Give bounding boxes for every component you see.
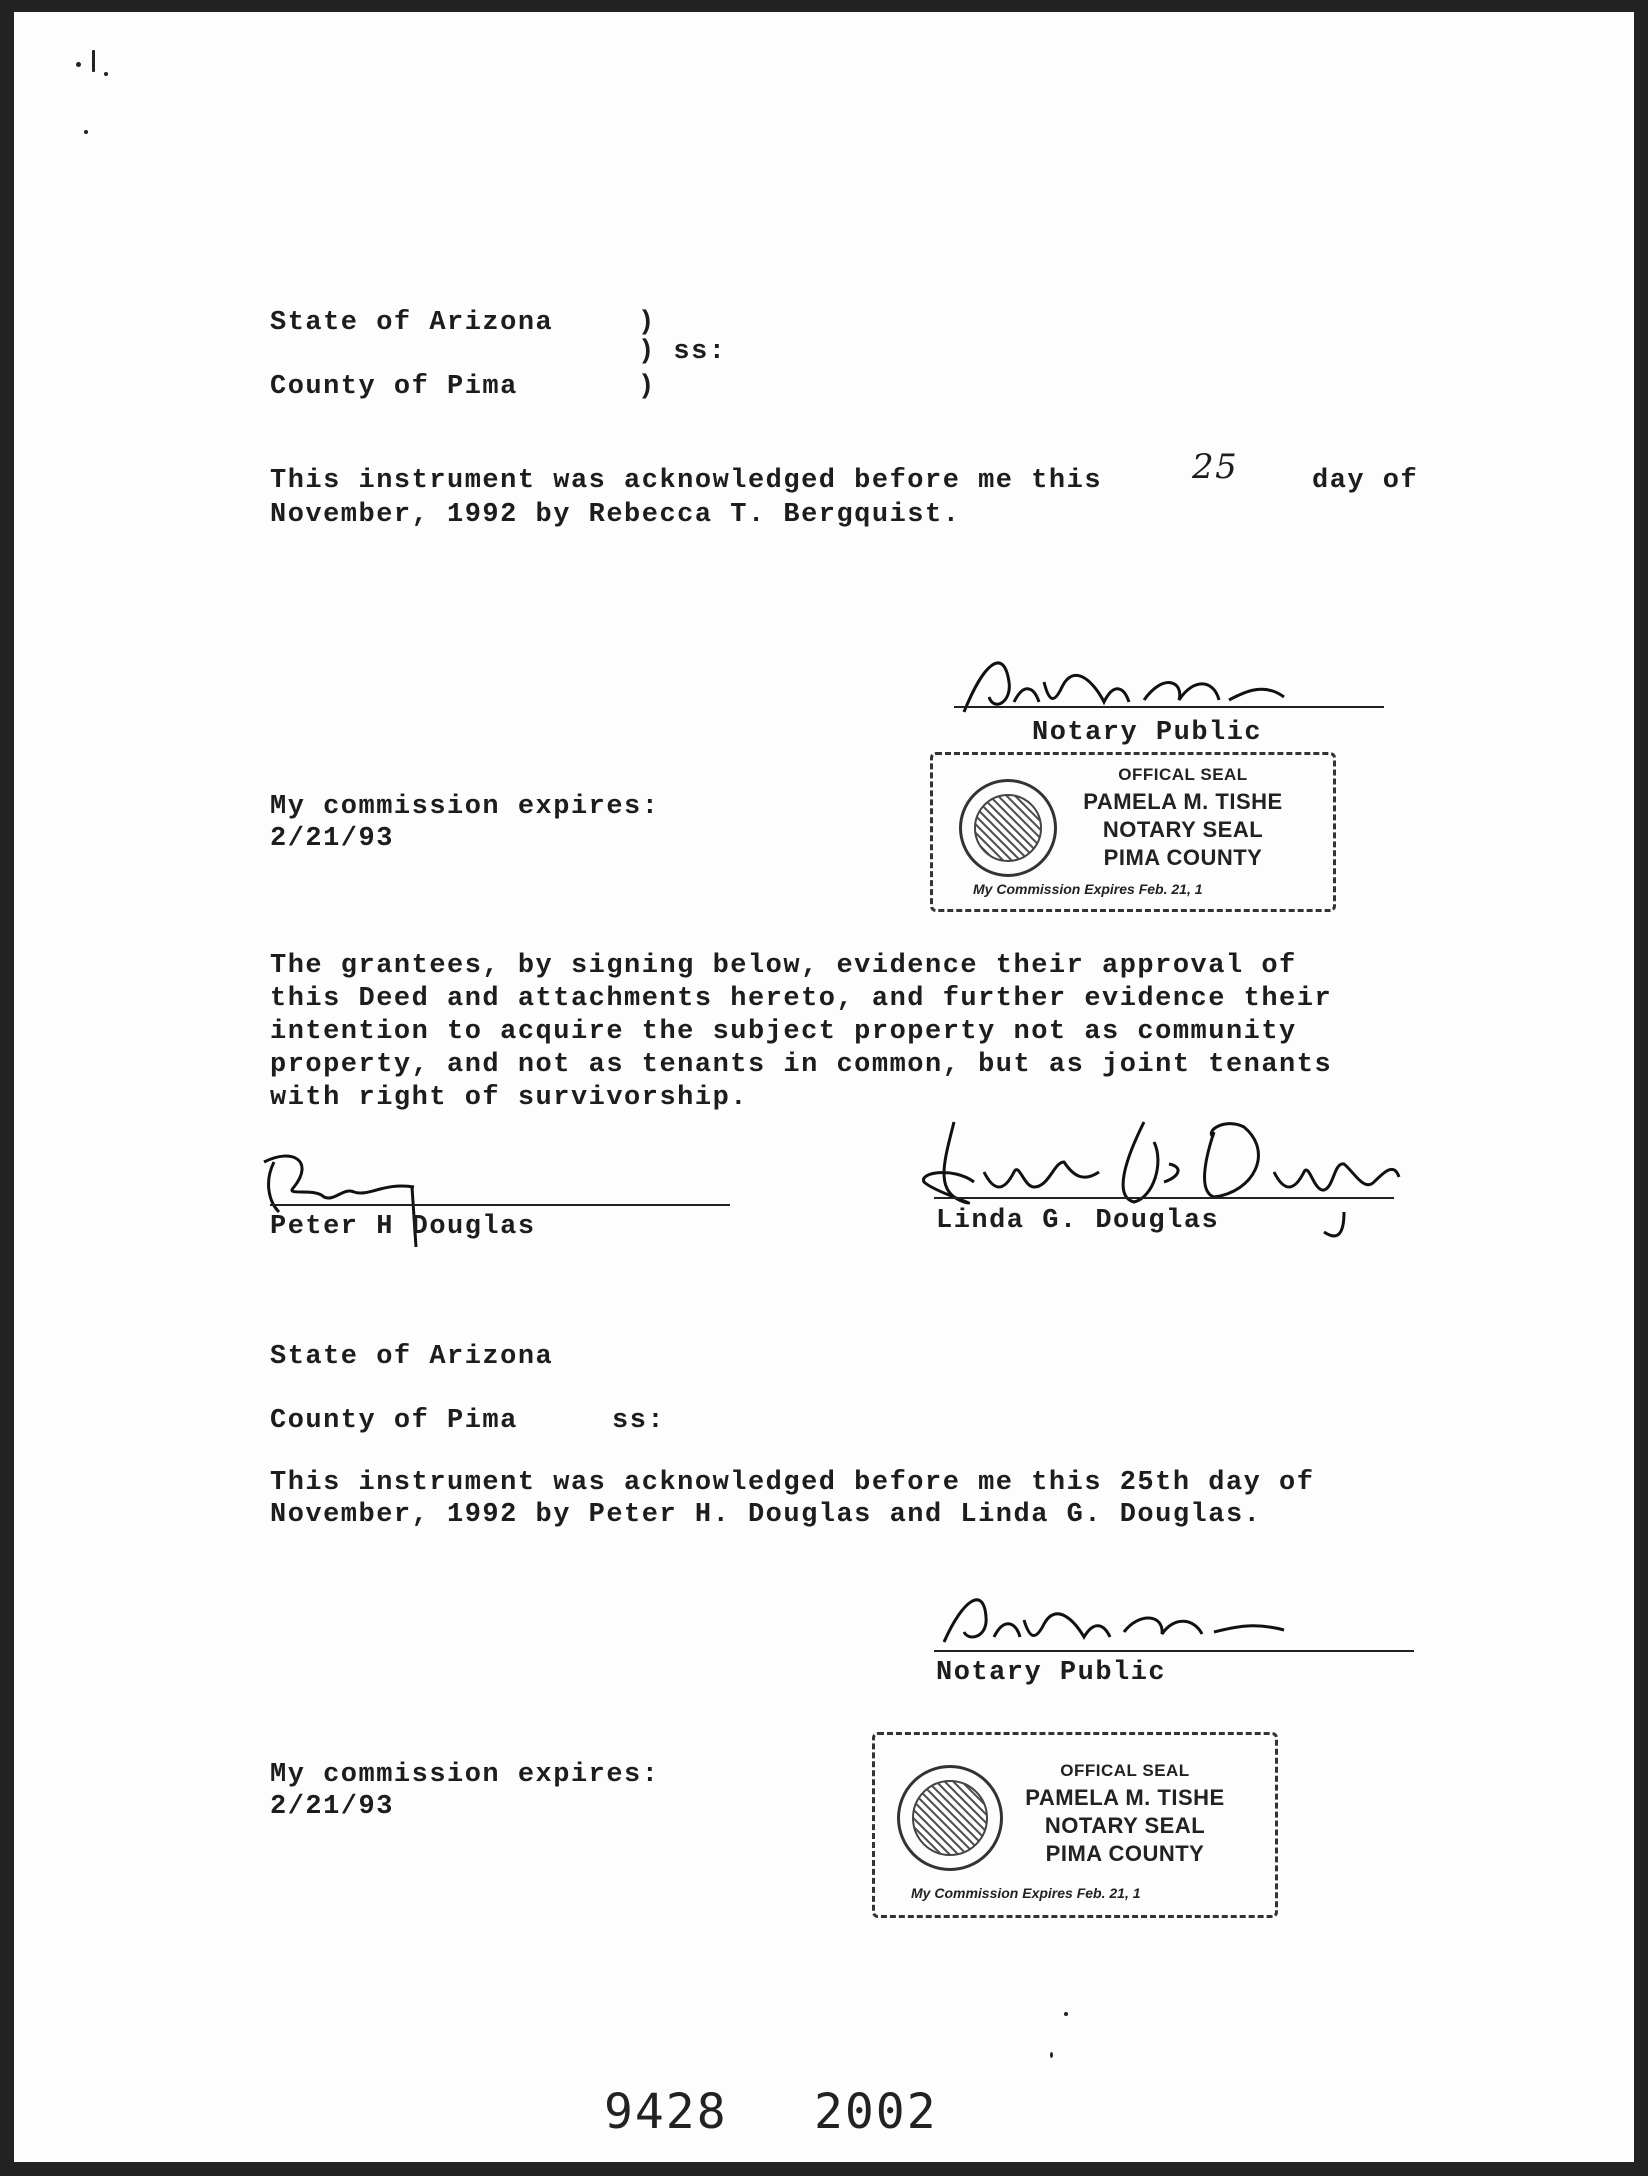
scan-speck: [104, 72, 108, 76]
seal-2-line-2: PAMELA M. TISHE: [1025, 1785, 1225, 1810]
peter-signature-line: [270, 1204, 730, 1206]
notary-seal-2: [872, 1732, 1278, 1918]
grantees-line-2: this Deed and attachments hereto, and further evidence their: [270, 984, 1333, 1014]
seal-1-line-1: OFFICAL SEAL: [1118, 765, 1248, 784]
scan-speck: [76, 62, 81, 67]
state-label-1: State of Arizona: [270, 308, 554, 338]
document-number-1: 9428: [604, 2084, 728, 2140]
bracket-1: ): [638, 308, 656, 338]
acknowledgment-2-line-1: This instrument was acknowledged before me this 25th day of: [270, 1468, 1315, 1498]
notary-seal-1: [930, 752, 1336, 912]
seal-1-expires: My Commission Expires Feb. 21, 1: [973, 881, 1203, 897]
scan-speck: [84, 130, 88, 134]
commission-date-1: 2/21/93: [270, 824, 394, 854]
grantees-line-3: intention to acquire the subject property not as community: [270, 1017, 1297, 1047]
ss-label-2: ss:: [612, 1406, 666, 1436]
seal-2-line-1: OFFICAL SEAL: [1060, 1761, 1190, 1780]
bracket-3: ): [638, 372, 656, 402]
scan-speck: [1050, 2052, 1053, 2058]
notary-public-label-1: Notary Public: [1032, 718, 1263, 748]
linda-douglas-name: Linda G. Douglas: [936, 1206, 1220, 1236]
ss-label-1: ) ss:: [638, 337, 727, 367]
county-label-2: County of Pima: [270, 1406, 518, 1436]
state-label-2: State of Arizona: [270, 1342, 554, 1372]
commission-date-2: 2/21/93: [270, 1792, 394, 1822]
commission-label-2: My commission expires:: [270, 1760, 660, 1790]
seal-2-expires: My Commission Expires Feb. 21, 1: [911, 1885, 1141, 1901]
scan-speck: [1064, 2012, 1068, 2016]
seal-2-line-4: PIMA COUNTY: [1045, 1841, 1205, 1866]
notary-signature-2: [924, 1582, 1364, 1652]
document-number-2: 2002: [814, 2084, 938, 2140]
seal-1-line-3: NOTARY SEAL: [1102, 817, 1264, 842]
notary-public-label-2: Notary Public: [936, 1658, 1167, 1688]
seal-1-line-2: PAMELA M. TISHE: [1083, 789, 1283, 814]
grantees-line-4: property, and not as tenants in common, but as joint tenants: [270, 1050, 1333, 1080]
seal-2-line-3: NOTARY SEAL: [1044, 1813, 1206, 1838]
handwritten-day: 25: [1192, 447, 1239, 487]
county-label-1: County of Pima: [270, 372, 518, 402]
notary-signature-line-1: [954, 706, 1384, 708]
commission-label-1: My commission expires:: [270, 792, 660, 822]
acknowledgment-line-1a: This instrument was acknowledged before me this: [270, 466, 1103, 496]
scan-speck: [92, 50, 95, 72]
notary-signature-1: [944, 642, 1364, 722]
linda-signature-line: [934, 1197, 1394, 1199]
grantees-line-1: The grantees, by signing below, evidence their approval of: [270, 951, 1297, 981]
grantees-line-5: with right of survivorship.: [270, 1083, 748, 1113]
acknowledgment-line-2: November, 1992 by Rebecca T. Bergquist.: [270, 500, 961, 530]
notary-signature-line-2: [934, 1650, 1414, 1652]
acknowledgment-line-1b: day of: [1312, 466, 1419, 496]
seal-1-line-4: PIMA COUNTY: [1103, 845, 1263, 870]
peter-douglas-name: Peter H Douglas: [270, 1212, 536, 1242]
arizona-seal-icon: [959, 779, 1057, 877]
arizona-seal-icon: [897, 1765, 1003, 1871]
acknowledgment-2-line-2: November, 1992 by Peter H. Douglas and Linda G. Douglas.: [270, 1500, 1262, 1530]
